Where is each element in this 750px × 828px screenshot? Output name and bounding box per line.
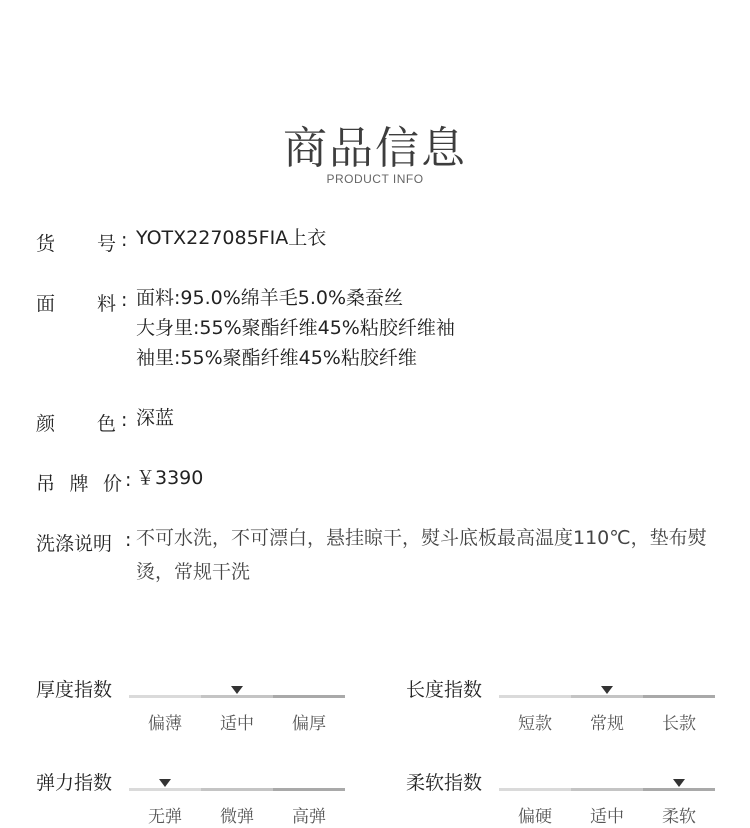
- color-label-char: 色: [96, 413, 116, 435]
- scale-segment: [499, 695, 571, 698]
- sku-value: YOTX227085FIA上衣: [136, 227, 327, 249]
- scale-length: [406, 675, 726, 735]
- scale-segment: [643, 788, 715, 791]
- scale-option: 高弹: [292, 807, 326, 827]
- fabric-colon: :: [121, 289, 128, 311]
- scale-marker-icon: [673, 779, 685, 787]
- color-value: 深蓝: [136, 407, 175, 429]
- color-label: [36, 409, 116, 436]
- scale-track: [129, 695, 345, 698]
- wash-row: [36, 529, 716, 599]
- scale-option: 偏硬: [518, 807, 552, 827]
- fabric-label-char: 面: [36, 293, 56, 315]
- sku-row: [36, 229, 716, 259]
- price-label-char: 牌: [69, 473, 89, 495]
- page-subtitle: PRODUCT INFO: [326, 172, 424, 186]
- sku-label-char: 货: [36, 233, 56, 255]
- scale-segment: [499, 788, 571, 791]
- scale-segment: [201, 695, 273, 698]
- scale-segment: [129, 695, 201, 698]
- price-value: ￥3390: [136, 467, 204, 489]
- scale-name: 长度指数: [406, 679, 483, 701]
- scale-option: 无弹: [148, 807, 182, 827]
- scale-track: [499, 695, 715, 698]
- wash-colon: :: [125, 529, 132, 551]
- scale-softness: [406, 768, 726, 828]
- price-colon: :: [125, 469, 132, 491]
- wash-value: 不可水洗，不可漂白，悬挂晾干，熨斗底板最高温度110℃，垫布熨烫，常规干洗: [136, 527, 707, 583]
- fabric-line: 面料:95.0%绵羊毛5.0%桑蚕丝: [136, 287, 404, 309]
- scale-option: 短款: [518, 714, 552, 734]
- scale-name: 柔软指数: [406, 772, 483, 794]
- scale-thickness: [36, 675, 356, 735]
- fabric-value: [136, 283, 455, 373]
- scale-option: 偏厚: [292, 714, 326, 734]
- sku-colon: :: [121, 229, 128, 251]
- fabric-line: 大身里:55%聚酯纤维45%粘胶纤维袖: [136, 317, 455, 339]
- page-title: 商品信息: [283, 123, 467, 174]
- scale-track: [129, 788, 345, 791]
- scale-option: 适中: [590, 807, 624, 827]
- scale-name: 弹力指数: [36, 772, 113, 794]
- scale-marker-icon: [159, 779, 171, 787]
- scale-option: 微弹: [220, 807, 254, 827]
- scale-option: 常规: [590, 714, 624, 734]
- price-label-char: 吊: [36, 473, 56, 495]
- scale-segment: [571, 695, 643, 698]
- scale-segment: [129, 788, 201, 791]
- price-label-char: 价: [102, 473, 122, 495]
- color-row: [36, 409, 716, 439]
- sku-label-char: 号: [96, 233, 116, 255]
- scale-marker-icon: [601, 686, 613, 694]
- color-label-char: 颜: [36, 413, 56, 435]
- scale-segment: [643, 695, 715, 698]
- price-label: [36, 469, 122, 496]
- scale-elasticity: [36, 768, 356, 828]
- scale-segment: [201, 788, 273, 791]
- scale-option: 偏薄: [148, 714, 182, 734]
- scale-segment: [273, 695, 345, 698]
- sku-label: [36, 229, 116, 256]
- fabric-label-char: 料: [96, 293, 116, 315]
- scale-segment: [273, 788, 345, 791]
- fabric-label: [36, 289, 116, 316]
- price-row: [36, 469, 716, 499]
- wash-label-text: 洗涤说明: [36, 533, 113, 555]
- scale-option: 柔软: [662, 807, 696, 827]
- scale-track: [499, 788, 715, 791]
- scale-option: 长款: [662, 714, 696, 734]
- scale-name: 厚度指数: [36, 679, 113, 701]
- scale-segment: [571, 788, 643, 791]
- fabric-line: 袖里:55%聚酯纤维45%粘胶纤维: [136, 347, 417, 369]
- wash-label: [36, 529, 122, 556]
- fabric-row: [36, 289, 716, 384]
- scale-marker-icon: [231, 686, 243, 694]
- color-colon: :: [121, 409, 128, 431]
- scale-option: 适中: [220, 714, 254, 734]
